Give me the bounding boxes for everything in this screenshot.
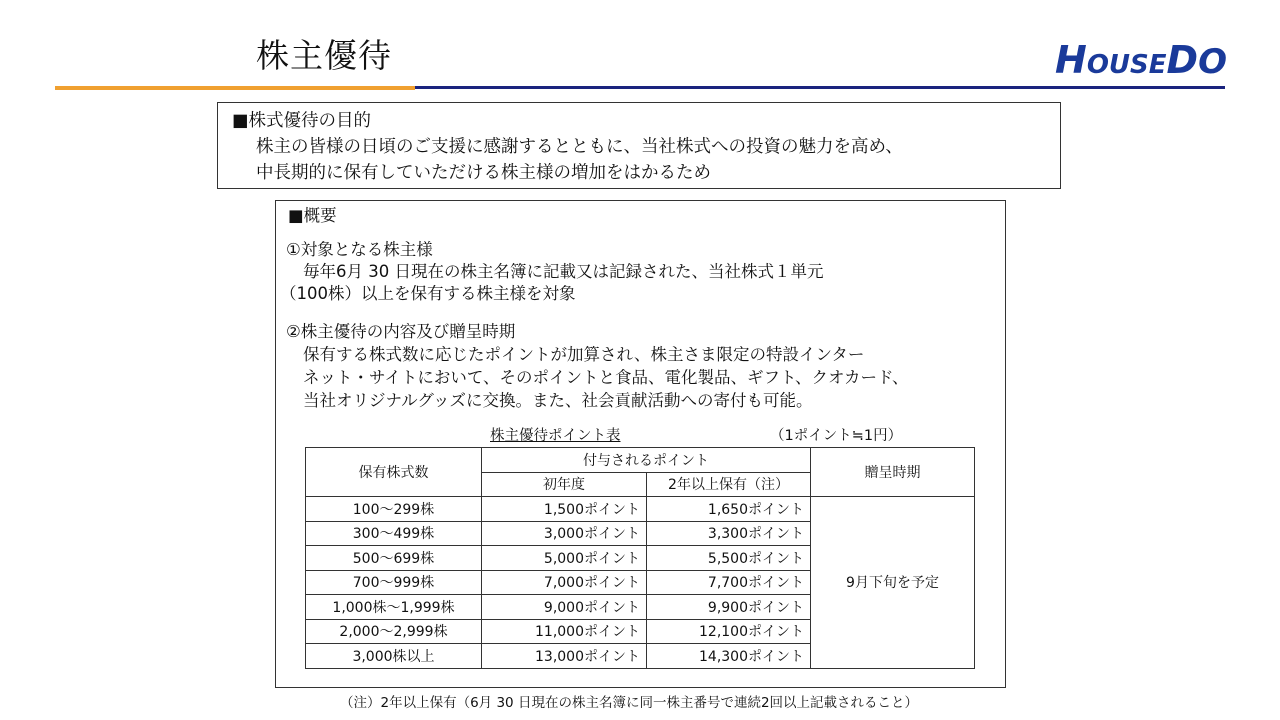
first-year-cell: 9,000ポイント	[482, 595, 647, 620]
section1-title: ①対象となる株主様	[286, 240, 433, 259]
header-two-years: 2年以上保有（注）	[647, 472, 811, 497]
points-table-caption: 株主優待ポイント表	[490, 428, 621, 444]
table-row	[306, 497, 975, 522]
section2-line: 当社オリジナルグッズに交換。また、社会貢献活動への寄付も可能。	[303, 391, 813, 410]
section2-line: 保有する株式数に応じたポイントが加算され、株主さま限定の特設インター	[303, 345, 865, 364]
points-footnote: （注）2年以上保有（6月 30 日現在の株主名簿に同一株主番号で連続2回以上記載されること）	[340, 695, 919, 711]
shares-cell: 3,000株以上	[306, 644, 482, 669]
two-years-cell: 3,300ポイント	[647, 521, 811, 546]
purpose-box	[217, 102, 1061, 189]
shares-cell: 2,000～2,999株	[306, 619, 482, 644]
section2-title: ②株主優待の内容及び贈呈時期	[286, 322, 516, 341]
two-years-cell: 5,500ポイント	[647, 546, 811, 571]
two-years-cell: 7,700ポイント	[647, 570, 811, 595]
page-title: 株主優待	[256, 36, 392, 75]
first-year-cell: 1,500ポイント	[482, 497, 647, 522]
header-points-group: 付与されるポイント	[482, 448, 811, 473]
first-year-cell: 5,000ポイント	[482, 546, 647, 571]
header-shares: 保有株式数	[306, 448, 482, 497]
section2-line: ネット・サイトにおいて、そのポイントと食品、電化製品、ギフト、クオカード、	[303, 368, 909, 387]
points-table	[305, 447, 975, 669]
purpose-heading: ■株式優待の目的	[232, 111, 372, 131]
timing-cell: 9月下旬を予定	[811, 497, 975, 669]
header-first-year: 初年度	[482, 472, 647, 497]
shares-cell: 300～499株	[306, 521, 482, 546]
header-timing: 贈呈時期	[811, 448, 975, 497]
first-year-cell: 13,000ポイント	[482, 644, 647, 669]
shares-cell: 100～299株	[306, 497, 482, 522]
two-years-cell: 1,650ポイント	[647, 497, 811, 522]
purpose-line: 株主の皆様の日頃のご支援に感謝するとともに、当社株式への投資の魅力を高め、	[256, 137, 903, 157]
housedo-logo: HOUSEDO	[1055, 38, 1227, 82]
first-year-cell: 11,000ポイント	[482, 619, 647, 644]
title-underline-accent	[55, 86, 415, 90]
two-years-cell: 12,100ポイント	[647, 619, 811, 644]
overview-heading: ■概要	[288, 206, 337, 225]
section1-line: （100株）以上を保有する株主様を対象	[280, 284, 576, 303]
first-year-cell: 3,000ポイント	[482, 521, 647, 546]
shares-cell: 700～999株	[306, 570, 482, 595]
purpose-line: 中長期的に保有していただける株主様の増加をはかるため	[256, 163, 711, 183]
points-rate-note: （1ポイント≒1円）	[770, 428, 903, 444]
title-underline	[415, 86, 1225, 89]
first-year-cell: 7,000ポイント	[482, 570, 647, 595]
section1-line: 毎年6月 30 日現在の株主名簿に記載又は記録された、当社株式１単元	[303, 262, 824, 281]
shares-cell: 500～699株	[306, 546, 482, 571]
shares-cell: 1,000株～1,999株	[306, 595, 482, 620]
two-years-cell: 9,900ポイント	[647, 595, 811, 620]
two-years-cell: 14,300ポイント	[647, 644, 811, 669]
